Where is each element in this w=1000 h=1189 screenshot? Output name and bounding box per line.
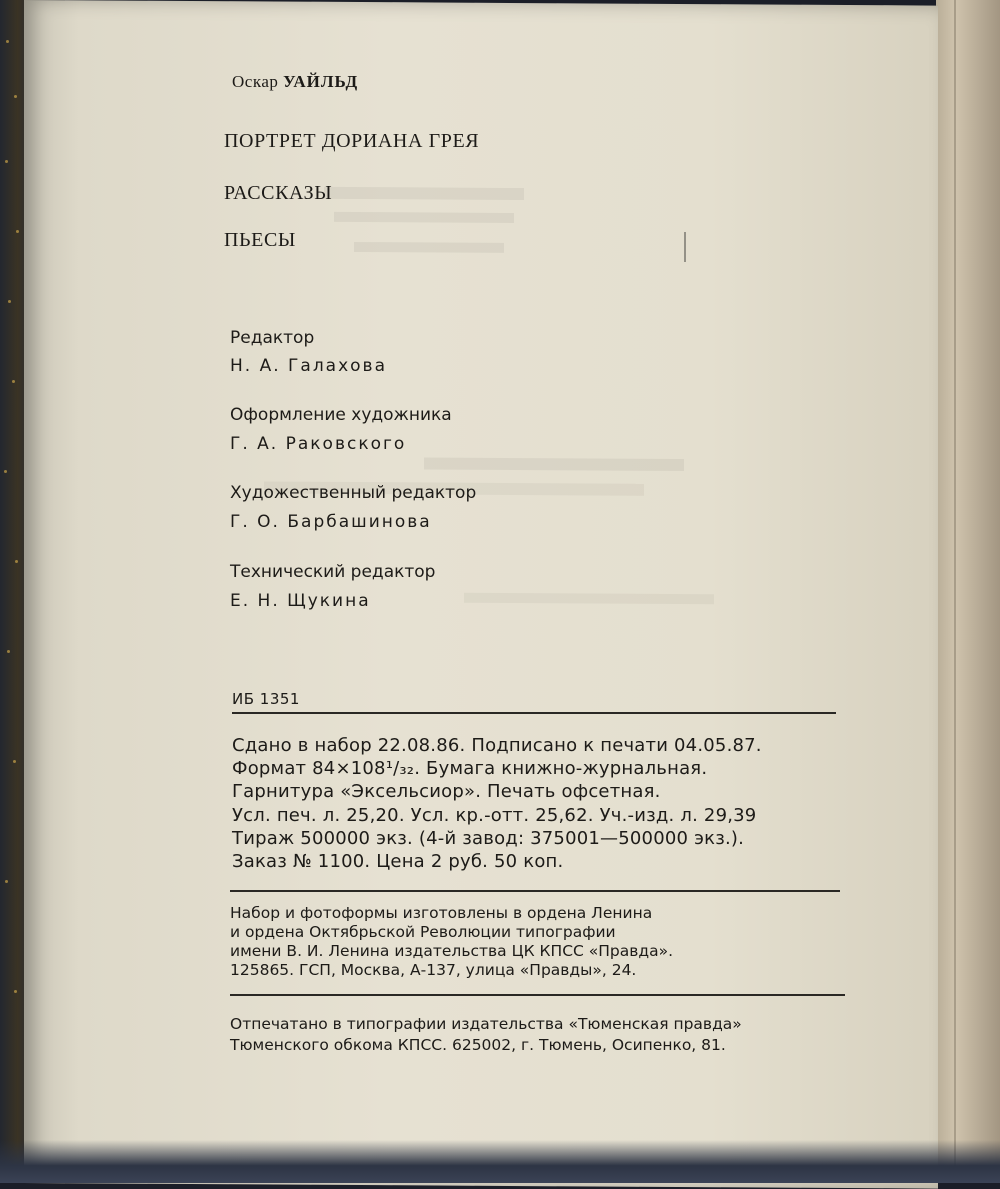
bleed-through (424, 457, 684, 471)
rule-bottom (230, 994, 845, 996)
rule-middle (230, 890, 840, 892)
credit-name-tech-editor: Е. Н. Щукина (230, 591, 371, 611)
rule-top (232, 712, 836, 714)
press-line: Набор и фотоформы изготовлены в ордена Ленина (230, 904, 653, 922)
credit-name-editor: Н. А. Галахова (230, 356, 387, 376)
credit-name-art-editor: Г. О. Барбашинова (230, 512, 432, 532)
credit-role-tech-editor: Технический редактор (230, 562, 436, 582)
bleed-through (334, 212, 514, 223)
imprint-line: Тираж 500000 экз. (4-й завод: 375001—500000 экз.). (232, 827, 745, 849)
imprint-line: Сдано в набор 22.08.86. Подписано к печати 04.05.87. (232, 735, 762, 756)
book-page (24, 0, 938, 1189)
press-block (230, 904, 850, 980)
page-edge (936, 0, 1000, 1183)
background-fabric-bottom (0, 1140, 1000, 1183)
credit-name-artist: Г. А. Раковского (230, 434, 407, 454)
work-title-plays: ПЬЕСЫ (224, 229, 296, 251)
author-last-name: УАЙЛЬД (283, 72, 359, 91)
imprint-line: Заказ № 1100. Цена 2 руб. 50 коп. (232, 851, 564, 873)
author-name (232, 72, 358, 92)
ib-number: ИБ 1351 (232, 690, 300, 708)
imprint-line: Гарнитура «Эксельсиор». Печать офсетная. (232, 781, 661, 803)
printed-line: Отпечатано в типографии издательства «Тюменская правда» (230, 1015, 742, 1033)
author-first-name: Оскар (232, 72, 279, 91)
imprint-line: Усл. печ. л. 25,20. Усл. кр.-отт. 25,62. Уч.-изд. л. 29,39 (232, 804, 757, 826)
press-line: 125865. ГСП, Москва, А-137, улица «Правды», 24. (230, 961, 637, 979)
credit-role-editor: Редактор (230, 328, 315, 348)
work-title-dorian-gray: ПОРТРЕТ ДОРИАНА ГРЕЯ (224, 130, 480, 152)
credit-role-art-editor: Художественный редактор (230, 483, 477, 503)
bleed-through (354, 242, 504, 253)
page-edge-line (954, 0, 956, 1183)
credit-role-artist: Оформление художника (230, 405, 452, 425)
imprint-block (232, 734, 842, 873)
printed-line: Тюменского обкома КПСС. 625002, г. Тюмень, Осипенко, 81. (230, 1036, 726, 1054)
press-line: имени В. И. Ленина издательства ЦК КПСС «Правда». (230, 942, 674, 960)
printed-block (230, 1014, 890, 1056)
work-title-stories: РАССКАЗЫ (224, 182, 333, 204)
imprint-line: Формат 84×108¹/₃₂. Бумага книжно-журнальная. (232, 758, 708, 780)
bleed-through (464, 593, 714, 605)
press-line: и ордена Октябрьской Революции типографии (230, 923, 616, 941)
bleed-through (684, 232, 686, 262)
bleed-through (324, 187, 524, 200)
